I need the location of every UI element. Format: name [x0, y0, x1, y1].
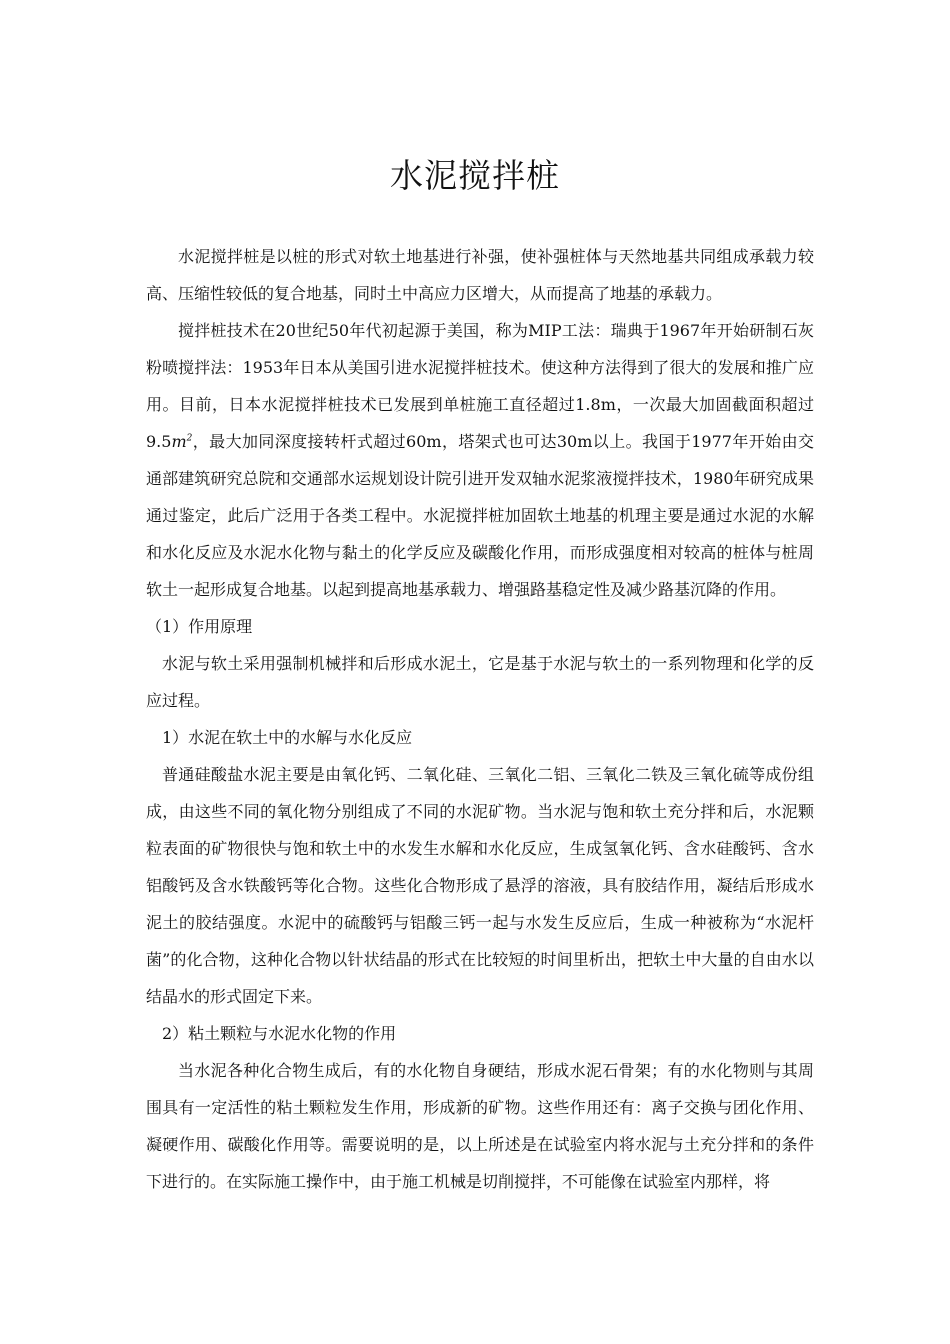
section-heading-principle: （1）作用原理 [146, 617, 253, 636]
unit-square-meter-base: m [171, 432, 187, 451]
document-title: 水泥搅拌桩 [390, 156, 560, 195]
paragraph-clay: 当水泥各种化合物生成后，有的水化物自身硬结，形成水泥石骨架；有的水化物则与其周围具有一定活性的粘土颗粒发生作用，形成新的矿物。这些作用还有：离子交换与团化作用、凝硬作用、碳酸化作用等。需要说明的是，以上所述是在试验室内将水泥与土充分拌和的条件下进行的。在实际施工操作中，由于施工机械是切削搅拌，不可能像在试验室内那样，将 [146, 1061, 814, 1191]
paragraph-history-part2: ，最大加同深度接转杆式超过60m，塔架式也可达30m以上。我国于1977年开始由交通部建筑研究总院和交通部水运规划设计院引进开发双轴水泥浆液搅拌技术，1980年研究成果通过鉴定，此后广泛用于各类工程中。水泥搅拌桩加固软土地基的机理主要是通过水泥的水解和水化反应及水泥水化物与黏土的化学反应及碳酸化作用，而形成强度相对较高的桩体与桩周软土一起形成复合地基。以起到提高地基承载力、增强路基稳定性及减少路基沉降的作用。 [146, 432, 814, 599]
unit-square-meter-exponent: 2 [186, 433, 193, 444]
paragraph-history [146, 312, 814, 608]
paragraph-hydration: 普通硅酸盐水泥主要是由氧化钙、二氧化硅、三氧化二铝、三氧化二铁及三氧化硫等成份组成，由这些不同的氧化物分别组成了不同的水泥矿物。当水泥与饱和软土充分拌和后，水泥颗粒表面的矿物很快与饱和软土中的水发生水解和水化反应，生成氢氧化钙、含水硅酸钙、含水铝酸钙及含水铁酸钙等化合物。这些化合物形成了悬浮的溶液，具有胶结作用，凝结后形成水泥土的胶结强度。水泥中的硫酸钙与铝酸三钙一起与水发生反应后，生成一种被称为“水泥杆菌”的化合物，这种化合物以针状结晶的形式在比较短的时间里析出，把软土中大量的自由水以结晶水的形式固定下来。 [146, 765, 814, 1006]
subsection-heading-hydration: 1）水泥在软土中的水解与水化反应 [162, 728, 413, 747]
paragraph-history-part1: 搅拌桩技术在20世纪50年代初起源于美国，称为MIP工法：瑞典于1967年开始研制石灰粉喷搅拌法：1953年日本从美国引进水泥搅拌桩技术。使这种方法得到了很大的发展和推广应用。目前，日本水泥搅拌桩技术已发展到单桩施工直径超过1.8m，一次最大加固截面积超过9.5 [146, 321, 814, 451]
document-body [146, 238, 814, 1200]
paragraph-principle: 水泥与软土采用强制机械拌和后形成水泥土，它是基于水泥与软土的一系列物理和化学的反应过程。 [146, 654, 814, 710]
paragraph-intro: 水泥搅拌桩是以桩的形式对软土地基进行补强，使补强桩体与天然地基共同组成承载力较高、压缩性较低的复合地基，同时土中高应力区增大，从而提高了地基的承载力。 [146, 247, 814, 303]
subsection-heading-clay: 2）粘土颗粒与水泥水化物的作用 [162, 1024, 397, 1043]
